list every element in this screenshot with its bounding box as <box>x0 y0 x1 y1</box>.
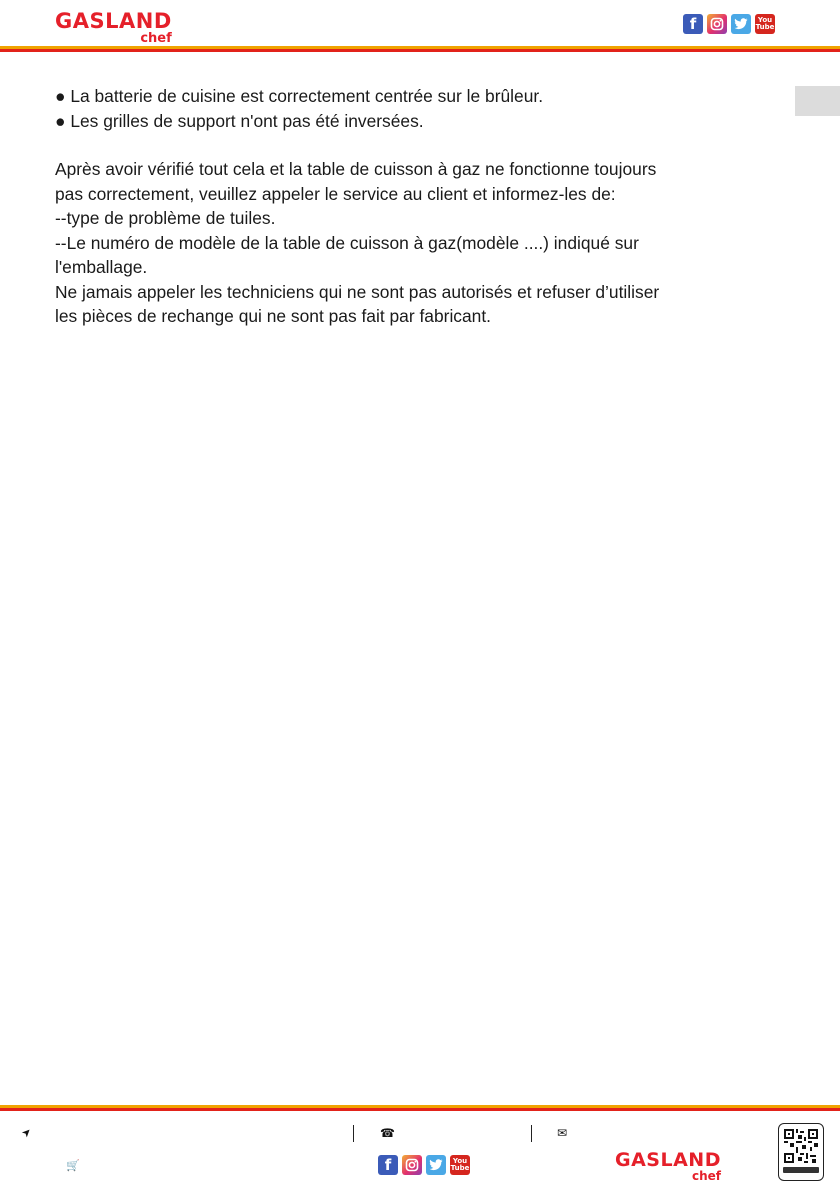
footer-social-links <box>378 1155 470 1175</box>
paragraph-line: pas correctement, veuillez appeler le service au client et informez-les de: <box>55 183 616 204</box>
youtube-bottom-label: Tube <box>450 1164 470 1172</box>
youtube-top-label: You <box>757 16 773 24</box>
location-icon: ➤ <box>18 1124 35 1141</box>
brand-name: GASLAND <box>615 1149 721 1171</box>
phone-icon: ☎ <box>380 1126 395 1140</box>
brand-name: GASLAND <box>55 9 172 33</box>
facebook-icon[interactable]: f <box>683 14 703 34</box>
facebook-icon[interactable]: f <box>378 1155 398 1175</box>
qr-caption-strip <box>783 1167 819 1173</box>
header-accent-red <box>0 49 840 52</box>
youtube-bottom-label: Tube <box>755 23 775 31</box>
instagram-icon[interactable] <box>402 1155 422 1175</box>
paragraph-line: l'emballage. <box>55 257 148 277</box>
mail-icon: ✉ <box>557 1126 568 1140</box>
page-content <box>55 84 765 329</box>
twitter-icon[interactable] <box>426 1155 446 1175</box>
header-social-links <box>683 14 775 34</box>
bullet-item: ● Les grilles de support n'ont pas été inversées. <box>55 110 424 131</box>
brand-logo <box>55 11 172 45</box>
footer-accent-red <box>0 1108 840 1111</box>
brand-sub: chef <box>140 31 172 46</box>
footer-divider <box>531 1125 532 1142</box>
paragraph-line: --type de problème de tuiles. <box>55 208 276 228</box>
footer-divider <box>353 1125 354 1142</box>
instagram-icon[interactable] <box>707 14 727 34</box>
cart-icon: 🛒 <box>66 1159 80 1172</box>
youtube-icon[interactable] <box>755 14 775 34</box>
qr-code-icon[interactable] <box>778 1123 824 1181</box>
paragraph-line: les pièces de rechange qui ne sont pas fait par fabricant. <box>55 306 492 326</box>
paragraph-line: Ne jamais appeler les techniciens qui ne sont pas autorisés et refuser d’utiliser <box>55 281 660 302</box>
youtube-top-label: You <box>452 1157 468 1165</box>
twitter-icon[interactable] <box>731 14 751 34</box>
brand-sub: chef <box>691 1169 721 1183</box>
youtube-icon[interactable] <box>450 1155 470 1175</box>
language-tab <box>795 86 840 116</box>
footer-brand-logo <box>615 1151 721 1182</box>
paragraph-line: Après avoir vérifié tout cela et la table de cuisson à gaz ne fonctionne toujours <box>55 159 657 179</box>
paragraph-line: --Le numéro de modèle de la table de cuisson à gaz(modèle ....) indiqué sur <box>55 232 639 253</box>
bullet-item: ● La batterie de cuisine est correctement centrée sur le brûleur. <box>55 86 544 106</box>
